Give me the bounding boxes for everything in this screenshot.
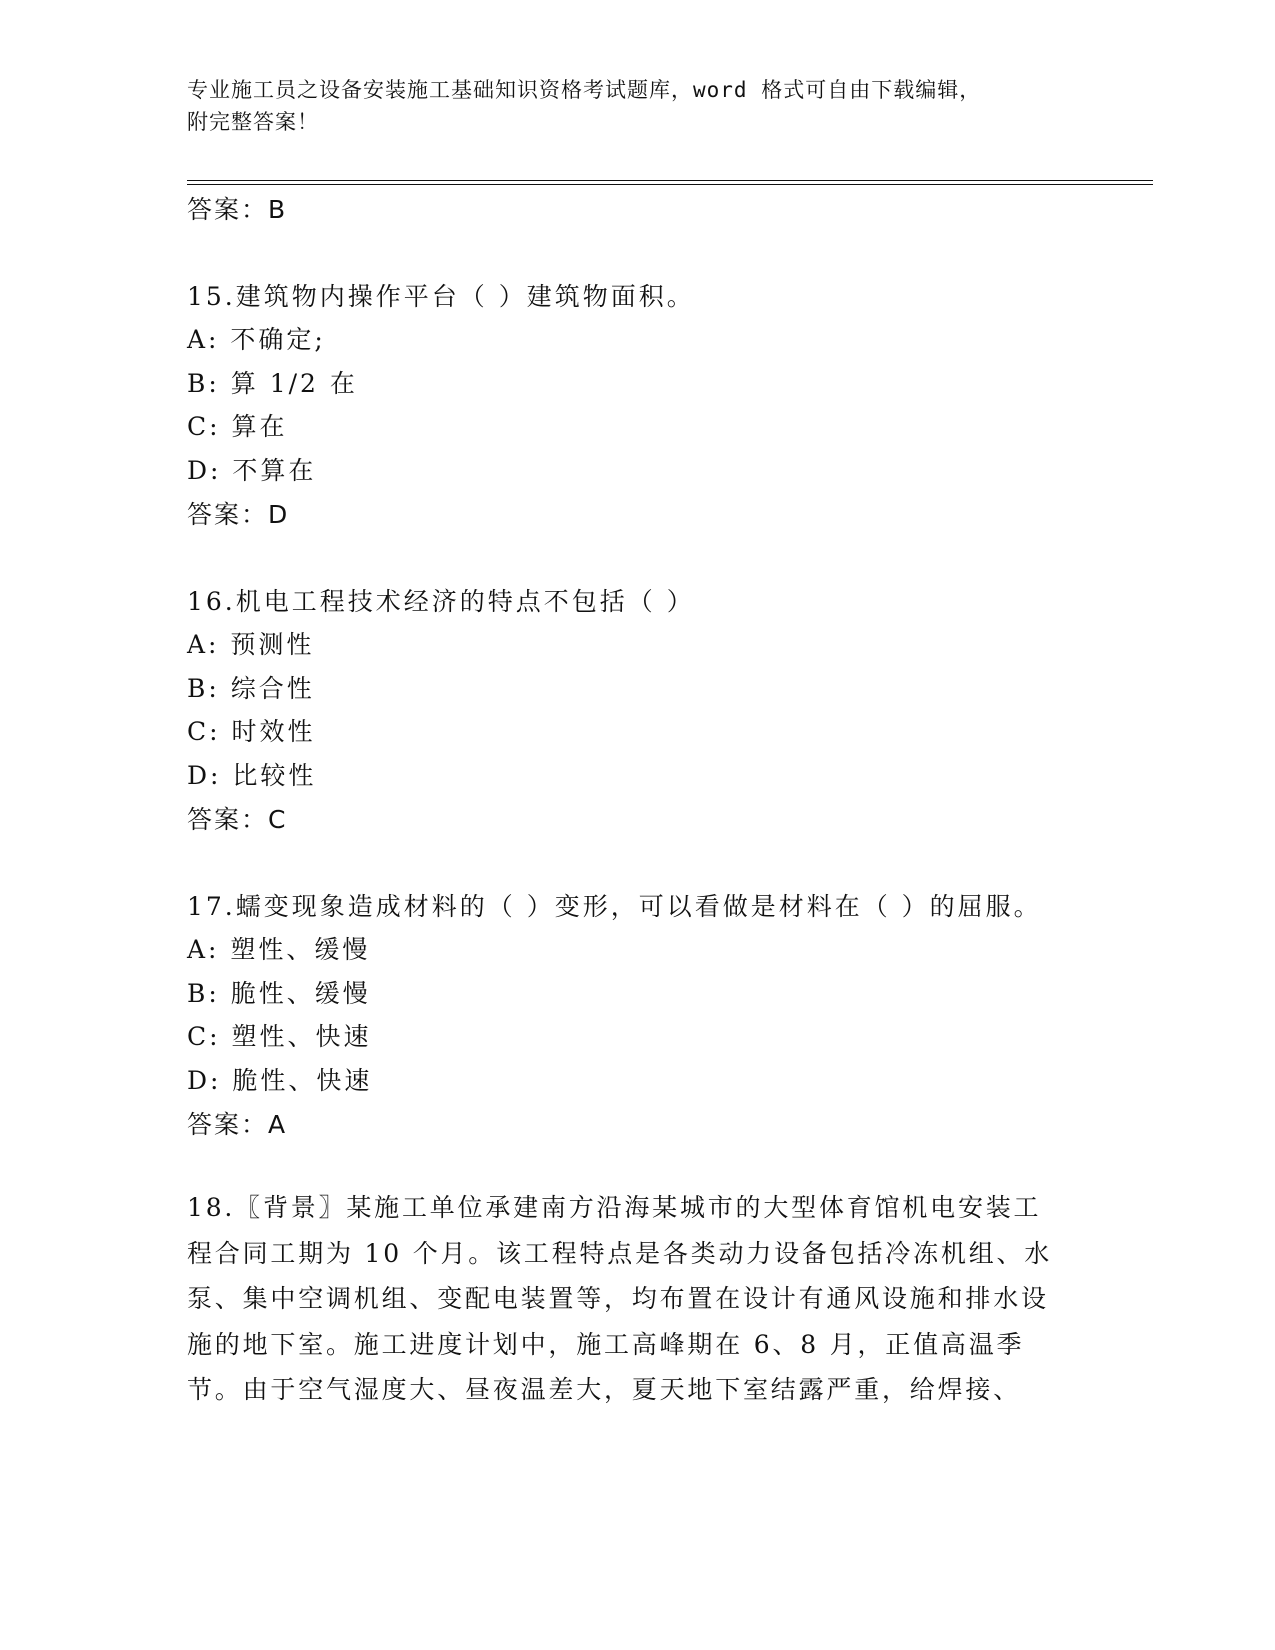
question-17-option-d: D: 脆性、快速: [187, 1066, 373, 1095]
document-header: [187, 74, 1087, 138]
header-divider-bottom: [187, 184, 1153, 185]
question-16-option-c: C: 时效性: [187, 717, 316, 746]
header-line-2: 附完整答案！: [187, 110, 319, 134]
header-line-1: 专业施工员之设备安装施工基础知识资格考试题库，word 格式可自由下载编辑，: [187, 78, 982, 102]
question-16: 16.机电工程技术经济的特点不包括（ ）: [187, 587, 695, 616]
question-15-option-b: B: 算 1/2 在: [187, 369, 358, 398]
question-18-background: 18.〖背景〗某施工单位承建南方沿海某城市的大型体育馆机电安装工程合同工期为 10 个月。该工程特点是各类动力设备包括冷冻机组、水泵、集中空调机组、变配电装置等，均布置在设计有通风设施和排水设施的地下室。施工进度计划中，施工高峰期在 6、8 月，正值高温季节。由于空气湿度大、昼夜温差大，夏天地下室结露严重，给焊接、: [187, 1193, 1053, 1404]
question-15-option-d: D: 不算在: [187, 456, 317, 485]
question-16-option-b: B: 综合性: [187, 674, 315, 703]
question-17: 17.蠕变现象造成材料的（ ）变形，可以看做是材料在（ ）的屈服。: [187, 892, 1042, 921]
answer-previous: 答案：B: [187, 195, 288, 224]
question-17-answer: 答案：A: [187, 1110, 288, 1139]
question-16-answer: 答案：C: [187, 805, 288, 834]
question-15-answer: 答案：D: [187, 500, 290, 529]
question-17-option-b: B: 脆性、缓慢: [187, 979, 371, 1008]
question-15-option-a: A: 不确定;: [187, 325, 326, 354]
question-16-option-d: D: 比较性: [187, 761, 317, 790]
question-15: 15.建筑物内操作平台（ ）建筑物面积。: [187, 282, 695, 311]
question-15-option-c: C: 算在: [187, 412, 288, 441]
question-17-option-a: A: 塑性、缓慢: [187, 935, 371, 964]
header-divider-top: [187, 180, 1153, 181]
question-16-option-a: A: 预测性: [187, 630, 315, 659]
question-17-option-c: C: 塑性、快速: [187, 1022, 372, 1051]
